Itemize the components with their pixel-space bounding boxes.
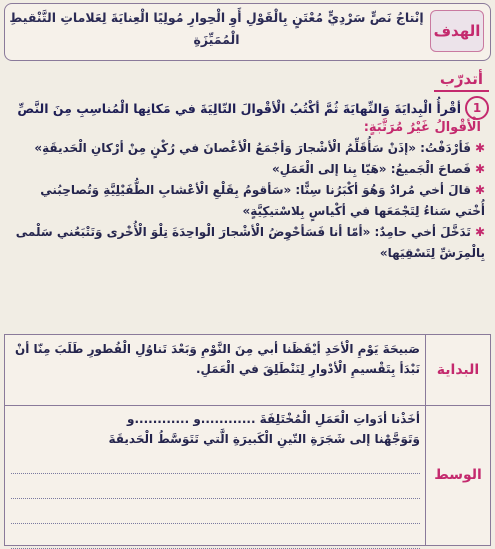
start-label: البداية — [425, 335, 490, 405]
list-item: ✱تَدَخَّلَ أخي حامِدٌ: «أمّا أنا فَسَأحْوِضُ الْأشْجارَ الْواحِدَةَ تِلْوَ الْأُخْرى وَتَتْبَعُني سَلْمى بِالْمِرَشِّ لِتَسْقِيَها» — [15, 225, 485, 260]
blank-line[interactable] — [11, 526, 420, 549]
blank-line[interactable] — [11, 451, 420, 474]
unordered-sayings-title: الْأقْوالُ غَيْرُ مُرَتَّبَةٍ: — [363, 120, 481, 135]
sayings-list — [7, 138, 485, 264]
bullet-icon: ✱ — [474, 141, 485, 155]
list-item: ✱قالَ أخي مُرادٌ وَهُوَ أكْبَرُنا سِنًّا: «سَأقومُ بِقَلْعِ الْأعْشابِ الطُّفَيْلِيَّةِ وَتُصاحِبُني أُخْتي سَناءُ لِتَجْمَعَها في أكْياسٍ بِلاسْتيكِيَّةٍ» — [40, 183, 485, 218]
exercise-instruction — [4, 96, 489, 120]
goal-box — [4, 3, 491, 61]
bullet-icon: ✱ — [474, 162, 485, 176]
instruction-text: أقْرأُ الْبِدايَةَ وَالنِّهايَةَ ثُمَّ أكْتُبُ الْأقْوالَ التّالِيَةَ في مَكانِها الْمُناسِبِ مِنَ النَّصِّ — [17, 100, 461, 116]
bullet-icon: ✱ — [474, 183, 485, 197]
table-row-start — [5, 335, 490, 406]
middle-line: وَتَوَجَّهْنا إلى شَجَرَةِ التّينِ الْكَبيرَةِ الَّتي تَتَوَسَّطُ الْحَديقَةَ — [108, 432, 420, 446]
table-row-middle — [5, 405, 490, 545]
list-item: ✱فَأرْدَفْتُ: «إذَنْ سَأُقَلِّمُ الْأشْجارَ وَأجْمَعُ الْأغْصانَ في رُكْنٍ مِنْ أرْكانِ الْحَديقَةِ» — [34, 141, 485, 155]
story-table — [4, 334, 491, 546]
list-item: ✱فَصاحَ الْجَميعُ: «هَيّا بِنا إلى الْعَمَلِ» — [271, 162, 485, 176]
practice-label: أتدرّب — [434, 68, 489, 92]
goal-text: إنْتاجُ نَصٍّ سَرْدِيٍّ مُعْتَنٍ بِالْقَوْلِ أَوِ الْحِوارِ مُولِيًا الْعِنايَةَ لِعَلاماتِ التَّنْقيطِ الْمُمَيِّزَةِ — [9, 10, 424, 47]
blank-line[interactable] — [11, 501, 420, 524]
goal-label: الهدف — [430, 10, 484, 52]
middle-label: الوسط — [425, 405, 490, 545]
blank-line[interactable] — [11, 476, 420, 499]
middle-content — [11, 409, 420, 549]
exercise-number: 1 — [465, 96, 489, 120]
start-text: صَبيحَةَ يَوْمِ الْأحَدِ أيْقَظَنا أبي مِنَ النَّوْمِ وَبَعْدَ تَناوُلِ الْفُطورِ طَلَبَ مِنّا أنْ نَبْدَأ بِتَقْسيمِ الْأدْوارِ لِنَنْطَلِقَ في الْعَمَلِ. — [15, 342, 420, 376]
bullet-icon: ✱ — [474, 225, 485, 239]
middle-line: أخَذْنا أدَواتِ الْعَمَلِ الْمُخْتَلِفَةَ ............و ............و — [127, 412, 420, 426]
